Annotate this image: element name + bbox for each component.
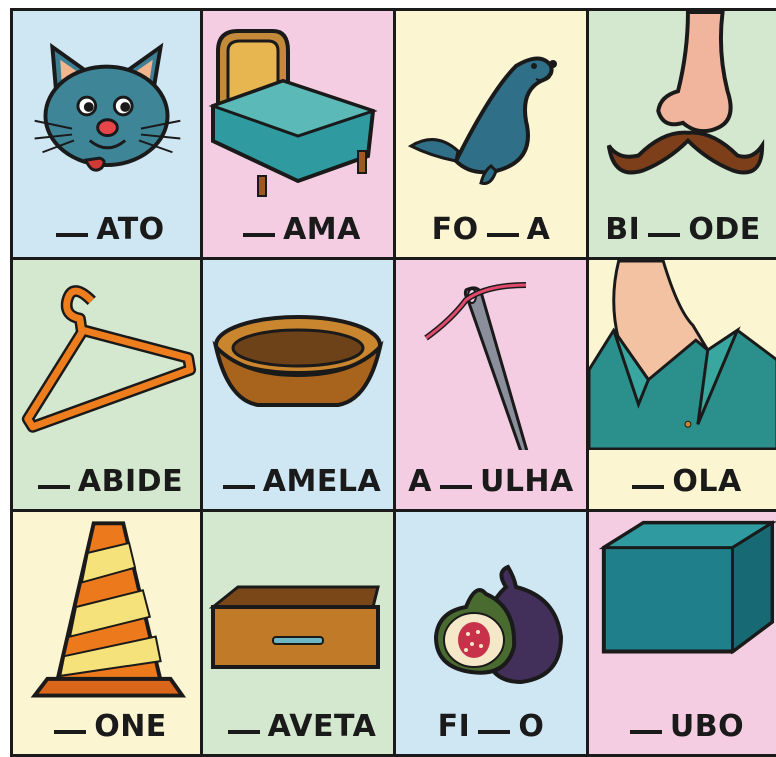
word-label: [589, 464, 776, 499]
card-bowl: [203, 260, 396, 512]
blank-underline: [487, 233, 519, 237]
word-label: [13, 212, 200, 247]
card-nose-mustache: [589, 8, 776, 260]
word-prefix: BI: [605, 212, 641, 247]
word-label: [396, 709, 586, 744]
word-label: [589, 212, 776, 247]
word-label: [396, 212, 586, 247]
word-suffix: AVETA: [267, 709, 377, 744]
word-card-grid: [10, 8, 776, 757]
word-prefix: A: [408, 464, 432, 499]
word-label: [203, 212, 393, 247]
word-label: [13, 464, 200, 499]
blank-underline: [38, 485, 70, 489]
word-label: [203, 464, 393, 499]
word-suffix: ATO: [96, 212, 165, 247]
word-suffix: ODE: [688, 212, 761, 247]
word-suffix: AMA: [283, 212, 361, 247]
blank-underline: [440, 485, 472, 489]
card-cat: [10, 8, 203, 260]
card-shirt-collar: [589, 260, 776, 512]
blank-underline: [223, 485, 255, 489]
card-traffic-cone: [10, 512, 203, 757]
word-suffix: ABIDE: [77, 464, 184, 499]
blank-underline: [56, 233, 88, 237]
card-drawer: [203, 512, 396, 757]
figs-icon: [396, 512, 586, 702]
cat-face-icon: [13, 11, 200, 201]
card-figs: [396, 512, 589, 757]
word-label: [203, 709, 393, 744]
shirt-collar-icon: [589, 260, 776, 450]
word-prefix: FI: [437, 709, 471, 744]
nose-mustache-icon: [589, 11, 776, 201]
word-label: [589, 709, 776, 744]
word-label: [13, 709, 200, 744]
card-hanger: [10, 260, 203, 512]
blank-underline: [243, 233, 275, 237]
word-suffix: O: [518, 709, 545, 744]
word-suffix: AMELA: [262, 464, 382, 499]
seal-icon: [396, 11, 586, 201]
word-prefix: FO: [431, 212, 479, 247]
word-label: [396, 464, 586, 499]
bed-icon: [203, 11, 393, 201]
blank-underline: [632, 485, 664, 489]
card-bed: [203, 8, 396, 260]
word-suffix: OLA: [672, 464, 742, 499]
card-needle: [396, 260, 589, 512]
word-suffix: ULHA: [479, 464, 574, 499]
blank-underline: [630, 730, 662, 734]
blank-underline: [478, 730, 510, 734]
hanger-icon: [13, 260, 200, 450]
bowl-icon: [203, 260, 393, 450]
blank-underline: [228, 730, 260, 734]
blank-underline: [648, 233, 680, 237]
word-suffix: ONE: [94, 709, 167, 744]
traffic-cone-icon: [13, 512, 200, 702]
word-suffix: A: [526, 212, 551, 247]
drawer-icon: [203, 512, 393, 702]
word-suffix: UBO: [669, 709, 745, 744]
card-cube: [589, 512, 776, 757]
blank-underline: [54, 730, 86, 734]
card-seal: [396, 8, 589, 260]
needle-icon: [396, 260, 586, 450]
cube-icon: [589, 512, 776, 702]
